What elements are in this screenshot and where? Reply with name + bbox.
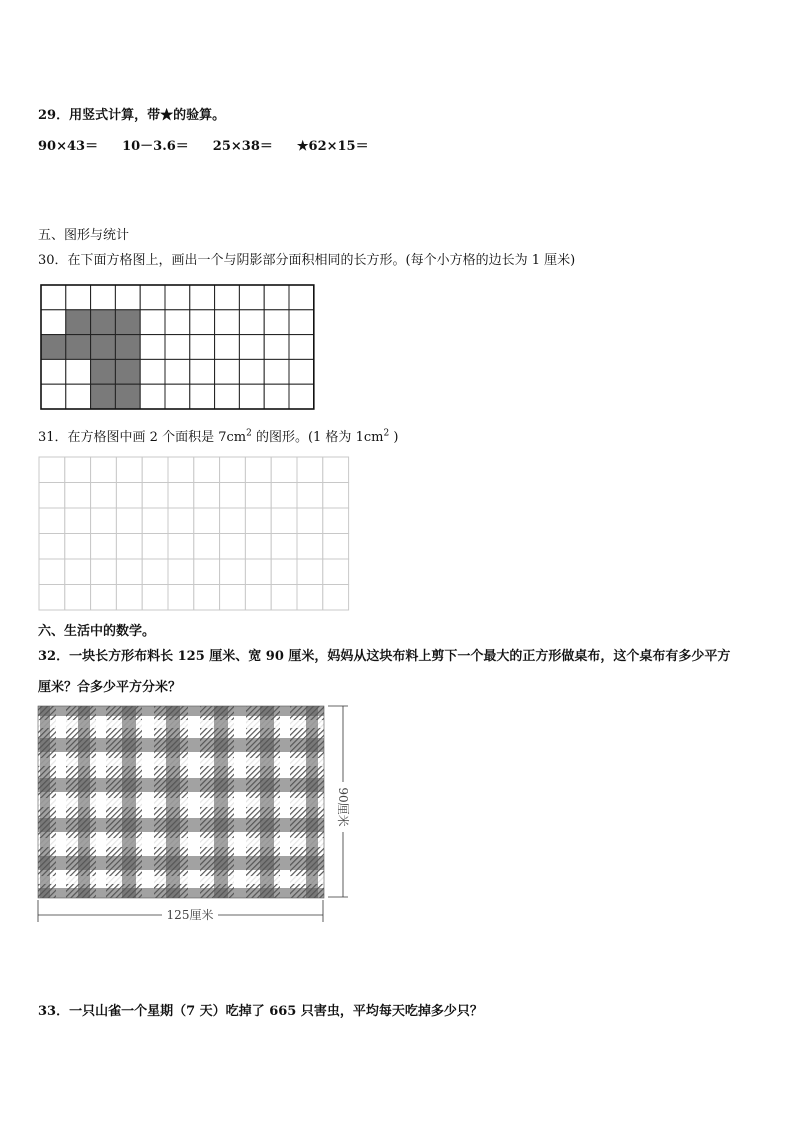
- plaid-cloth: [38, 706, 324, 898]
- grid-cell[interactable]: [168, 457, 194, 483]
- grid-cell[interactable]: [289, 335, 314, 360]
- grid-cell[interactable]: [39, 534, 65, 560]
- grid-cell[interactable]: [41, 384, 66, 409]
- grid-cell[interactable]: [116, 457, 142, 483]
- grid-cell[interactable]: [91, 285, 116, 310]
- grid-cell[interactable]: [245, 457, 271, 483]
- shaded-cell[interactable]: [115, 310, 140, 335]
- grid-cell[interactable]: [39, 457, 65, 483]
- grid-cell[interactable]: [190, 384, 215, 409]
- grid-cell[interactable]: [165, 285, 190, 310]
- grid-cell[interactable]: [140, 335, 165, 360]
- grid-cell[interactable]: [142, 585, 168, 611]
- q32-fabric-figure: [36, 700, 356, 928]
- grid-cell[interactable]: [297, 534, 323, 560]
- cloth-band-h: [38, 888, 324, 898]
- grid-cell[interactable]: [220, 457, 246, 483]
- shaded-cell[interactable]: [91, 310, 116, 335]
- grid-cell[interactable]: [66, 285, 91, 310]
- grid-cell[interactable]: [91, 585, 117, 611]
- grid-cell[interactable]: [91, 534, 117, 560]
- grid-cell[interactable]: [65, 559, 91, 585]
- q31-grid[interactable]: [38, 456, 350, 612]
- grid-cell[interactable]: [39, 585, 65, 611]
- q31-text: [38, 426, 398, 445]
- grid-cell[interactable]: [140, 359, 165, 384]
- grid-cell[interactable]: [140, 310, 165, 335]
- grid-cell[interactable]: [245, 585, 271, 611]
- expr-4: ★62×15＝: [296, 139, 369, 154]
- grid-cell[interactable]: [165, 384, 190, 409]
- grid-cell[interactable]: [239, 335, 264, 360]
- grid-cell[interactable]: [323, 457, 349, 483]
- shaded-cell[interactable]: [115, 335, 140, 360]
- grid-cell[interactable]: [245, 534, 271, 560]
- cloth-band-h: [38, 706, 324, 716]
- q31-prefix: 31．在方格图中画 2 个面积是 7cm: [38, 430, 247, 445]
- shaded-cell[interactable]: [91, 359, 116, 384]
- grid-cell[interactable]: [65, 585, 91, 611]
- grid-cell[interactable]: [91, 457, 117, 483]
- height-label: 90厘米: [336, 787, 350, 827]
- grid-cell[interactable]: [140, 384, 165, 409]
- grid-cell[interactable]: [190, 335, 215, 360]
- q30-grid[interactable]: [40, 284, 316, 410]
- grid-cell[interactable]: [168, 508, 194, 534]
- grid-cell[interactable]: [297, 585, 323, 611]
- grid-cell[interactable]: [220, 585, 246, 611]
- grid-cell[interactable]: [271, 559, 297, 585]
- grid-cell[interactable]: [194, 457, 220, 483]
- q31-suffix: ): [389, 430, 399, 445]
- shaded-cell[interactable]: [66, 310, 91, 335]
- grid-cell[interactable]: [215, 285, 240, 310]
- grid-cell[interactable]: [245, 483, 271, 509]
- grid-cell[interactable]: [271, 457, 297, 483]
- grid-cell[interactable]: [194, 483, 220, 509]
- q32-text-line1: 32．一块长方形布料长 125 厘米、宽 90 厘米，妈妈从这块布料上剪下一个最大的正方形做桌布，这个桌布有多少平方: [38, 649, 731, 664]
- grid-cell[interactable]: [140, 285, 165, 310]
- grid-cell[interactable]: [65, 457, 91, 483]
- grid-cell[interactable]: [220, 508, 246, 534]
- section-5-heading: 五、图形与统计: [38, 228, 130, 243]
- q30-text: 30．在下面方格图上，画出一个与阴影部分面积相同的长方形。(每个小方格的边长为 1 厘米): [38, 253, 576, 268]
- q29-title: 29．用竖式计算，带★的验算。: [38, 108, 226, 123]
- shaded-cell[interactable]: [115, 359, 140, 384]
- grid-cell[interactable]: [39, 508, 65, 534]
- grid-cell[interactable]: [168, 559, 194, 585]
- expr-1: 90×43＝: [38, 139, 99, 154]
- grid-cell[interactable]: [165, 335, 190, 360]
- grid-cell[interactable]: [91, 508, 117, 534]
- grid-cell[interactable]: [65, 534, 91, 560]
- grid-cell[interactable]: [142, 508, 168, 534]
- q31-middle: 的图形。(1 格为 1cm: [251, 430, 384, 445]
- grid-cell[interactable]: [66, 384, 91, 409]
- grid-cell[interactable]: [245, 508, 271, 534]
- grid-cell[interactable]: [271, 508, 297, 534]
- grid-cell[interactable]: [194, 585, 220, 611]
- q29-expressions: [38, 135, 369, 154]
- grid-cell[interactable]: [194, 534, 220, 560]
- grid-cell[interactable]: [239, 384, 264, 409]
- grid-cell[interactable]: [142, 457, 168, 483]
- grid-cell[interactable]: [142, 534, 168, 560]
- grid-cell[interactable]: [271, 585, 297, 611]
- cloth-band-h: [38, 778, 324, 792]
- expr-3: 25×38＝: [212, 139, 273, 154]
- grid-cell[interactable]: [264, 359, 289, 384]
- grid-cell[interactable]: [264, 335, 289, 360]
- grid-cell[interactable]: [220, 559, 246, 585]
- grid-cell[interactable]: [168, 534, 194, 560]
- grid-cell[interactable]: [190, 359, 215, 384]
- grid-cell[interactable]: [115, 285, 140, 310]
- grid-cell[interactable]: [142, 483, 168, 509]
- shaded-cell[interactable]: [91, 384, 116, 409]
- grid-cell[interactable]: [323, 483, 349, 509]
- grid-cell[interactable]: [215, 310, 240, 335]
- grid-cell[interactable]: [220, 483, 246, 509]
- grid-cell[interactable]: [116, 508, 142, 534]
- cloth-band-h: [38, 856, 324, 870]
- grid-cell[interactable]: [215, 359, 240, 384]
- grid-cell[interactable]: [168, 585, 194, 611]
- grid-cell[interactable]: [215, 384, 240, 409]
- grid-cell[interactable]: [91, 559, 117, 585]
- grid-cell[interactable]: [91, 483, 117, 509]
- grid-cell[interactable]: [239, 310, 264, 335]
- section-6-heading: 六、生活中的数学。: [38, 624, 156, 639]
- shaded-cell[interactable]: [91, 335, 116, 360]
- cloth-band-h: [38, 738, 324, 752]
- grid-cell[interactable]: [165, 359, 190, 384]
- shaded-cell[interactable]: [41, 335, 66, 360]
- shaded-cell[interactable]: [115, 384, 140, 409]
- grid-cell[interactable]: [297, 508, 323, 534]
- cloth-band-h: [38, 818, 324, 832]
- grid-cell[interactable]: [239, 359, 264, 384]
- grid-cell[interactable]: [116, 559, 142, 585]
- grid-cell[interactable]: [264, 285, 289, 310]
- shaded-cell[interactable]: [66, 335, 91, 360]
- grid-cell[interactable]: [116, 534, 142, 560]
- grid-cell[interactable]: [39, 483, 65, 509]
- grid-cell[interactable]: [220, 534, 246, 560]
- grid-cell[interactable]: [289, 359, 314, 384]
- grid-cell[interactable]: [65, 483, 91, 509]
- grid-cell[interactable]: [289, 384, 314, 409]
- grid-cell[interactable]: [245, 559, 271, 585]
- width-label: 125厘米: [166, 908, 214, 922]
- grid-cell[interactable]: [65, 508, 91, 534]
- grid-cell[interactable]: [239, 285, 264, 310]
- grid-cell[interactable]: [264, 310, 289, 335]
- grid-cell[interactable]: [271, 534, 297, 560]
- q31-sup2: 2: [383, 428, 390, 439]
- grid-cell[interactable]: [41, 285, 66, 310]
- grid-cell[interactable]: [289, 310, 314, 335]
- grid-cell[interactable]: [116, 585, 142, 611]
- grid-cell[interactable]: [323, 508, 349, 534]
- grid-cell[interactable]: [323, 534, 349, 560]
- grid-cell[interactable]: [194, 559, 220, 585]
- expr-2: 10－3.6＝: [122, 139, 189, 154]
- grid-cell[interactable]: [190, 285, 215, 310]
- grid-cell[interactable]: [39, 559, 65, 585]
- q31-sup1: 2: [246, 428, 252, 439]
- grid-cell[interactable]: [215, 335, 240, 360]
- grid-cell[interactable]: [66, 359, 91, 384]
- grid-cell[interactable]: [168, 483, 194, 509]
- grid-cell[interactable]: [271, 483, 297, 509]
- grid-cell[interactable]: [323, 559, 349, 585]
- grid-cell[interactable]: [41, 359, 66, 384]
- q32-text-line2: 厘米？合多少平方分米？: [38, 680, 182, 695]
- grid-cell[interactable]: [297, 483, 323, 509]
- grid-cell[interactable]: [297, 559, 323, 585]
- grid-cell[interactable]: [142, 559, 168, 585]
- grid-cell[interactable]: [165, 310, 190, 335]
- grid-cell[interactable]: [194, 508, 220, 534]
- grid-cell[interactable]: [41, 310, 66, 335]
- grid-cell[interactable]: [289, 285, 314, 310]
- grid-cell[interactable]: [297, 457, 323, 483]
- grid-cell[interactable]: [323, 585, 349, 611]
- grid-cell[interactable]: [264, 384, 289, 409]
- grid-cell[interactable]: [190, 310, 215, 335]
- grid-cell[interactable]: [116, 483, 142, 509]
- q33-text: 33．一只山雀一个星期（7 天）吃掉了 665 只害虫，平均每天吃掉多少只？: [38, 1004, 483, 1019]
